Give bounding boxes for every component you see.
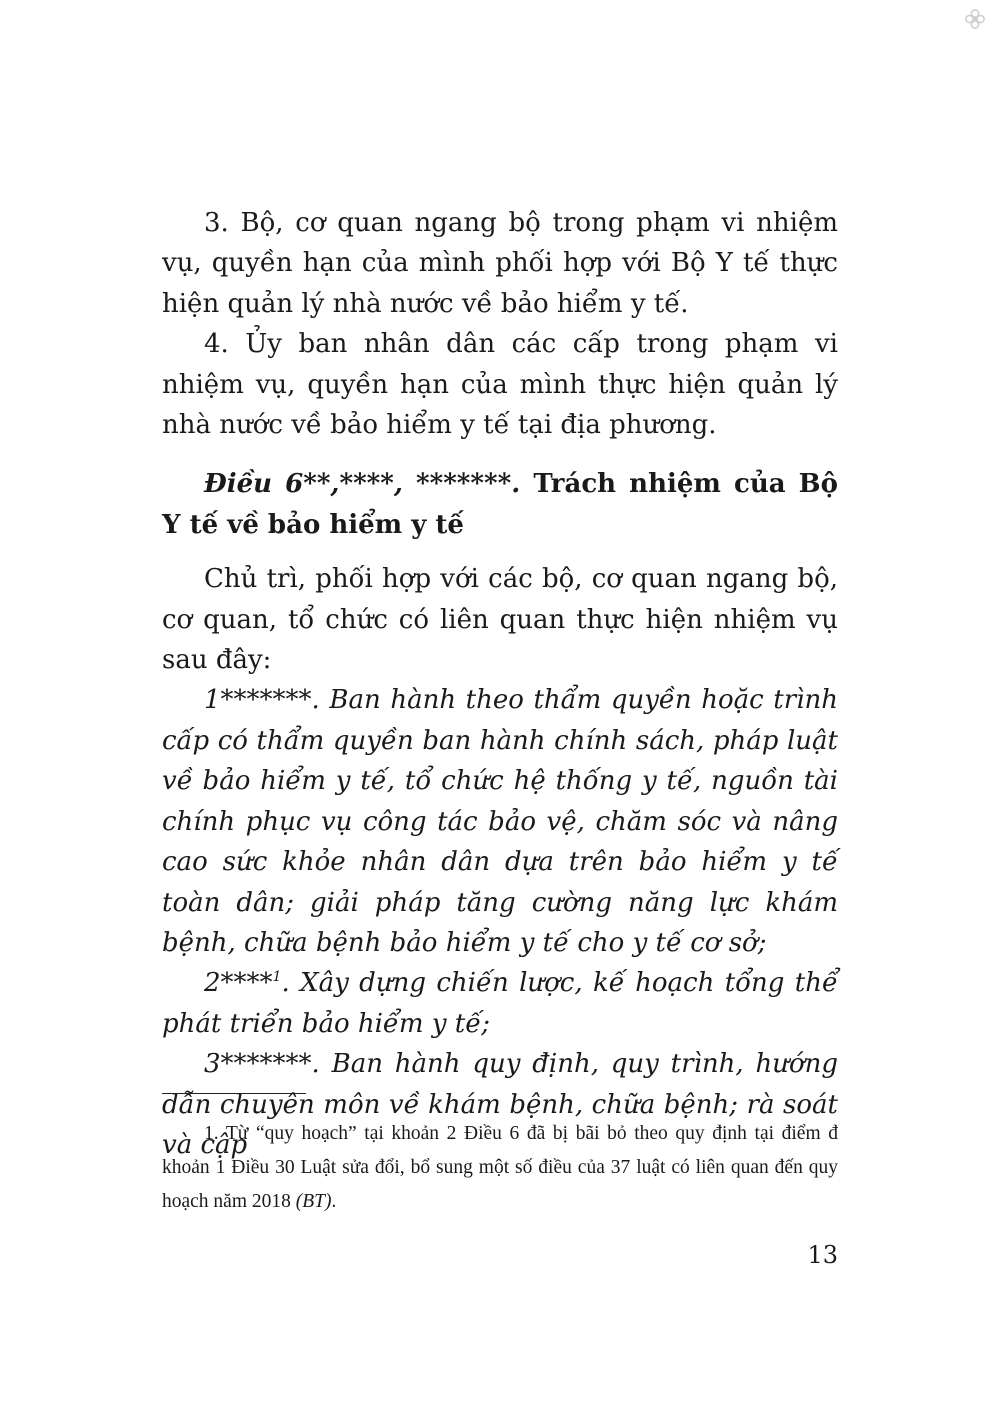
page-number: 13 [807,1241,838,1269]
footnote-source-tag: (BT) [295,1191,332,1212]
flower-ornament-icon [964,8,986,30]
footnote-divider [162,1093,306,1094]
article-6-label: Điều 6**,****, *******. [204,469,521,500]
footnote-reference[interactable]: 1 [272,969,282,986]
article-6-heading [162,464,838,545]
article-6-item-2 [162,963,838,1044]
article-6-intro: Chủ trì, phối hợp với các bộ, cơ quan ngang bộ, cơ quan, tổ chức có liên quan thực hiện nhiệm vụ sau đây: [162,564,838,676]
footnote-end: . [331,1191,337,1212]
item-2-lead: 2**** [204,968,273,999]
main-text [162,203,838,1165]
footnote-1 [162,1117,838,1219]
clause-4: 4. Ủy ban nhân dân các cấp trong phạm vi nhiệm vụ, quyền hạn của mình thực hiện quản lý nhà nước về bảo hiểm y tế tại địa phương. [162,329,838,441]
footnote-text: 1. Từ “quy hoạch” tại khoản 2 Điều 6 đã bị bãi bỏ theo quy định tại điểm đ khoản 1 Điều 30 Luật sửa đổi, bổ sung một số điều của 37 luật có liên quan đến quy hoạch năm 2018 [162,1123,838,1212]
article-6-item-1: 1*******. Ban hành theo thẩm quyền hoặc trình cấp có thẩm quyền ban hành chính sách, pháp luật về bảo hiểm y tế, tổ chức hệ thống y tế, nguồn tài chính phục vụ công tác bảo vệ, chăm sóc và nâng cao sức khỏe nhân dân dựa trên bảo hiểm y tế toàn dân; giải pháp tăng cường năng lực khám bệnh, chữa bệnh bảo hiểm y tế cho y tế cơ sở; [162,685,838,958]
article-6-title: Trách nhiệm của Bộ Y tế về bảo hiểm y tế [162,469,839,540]
article-6-item-3: 3*******. Ban hành quy định, quy trình, hướng dẫn chuyên môn về khám bệnh, chữa bệnh; rà soát và cập [162,1049,838,1160]
item-2-text: . Xây dựng chiến lược, kế hoạch tổng thể phát triển bảo hiểm y tế; [162,968,838,1039]
clause-3: 3. Bộ, cơ quan ngang bộ trong phạm vi nhiệm vụ, quyền hạn của mình phối hợp với Bộ Y tế thực hiện quản lý nhà nước về bảo hiểm y tế. [162,208,838,319]
